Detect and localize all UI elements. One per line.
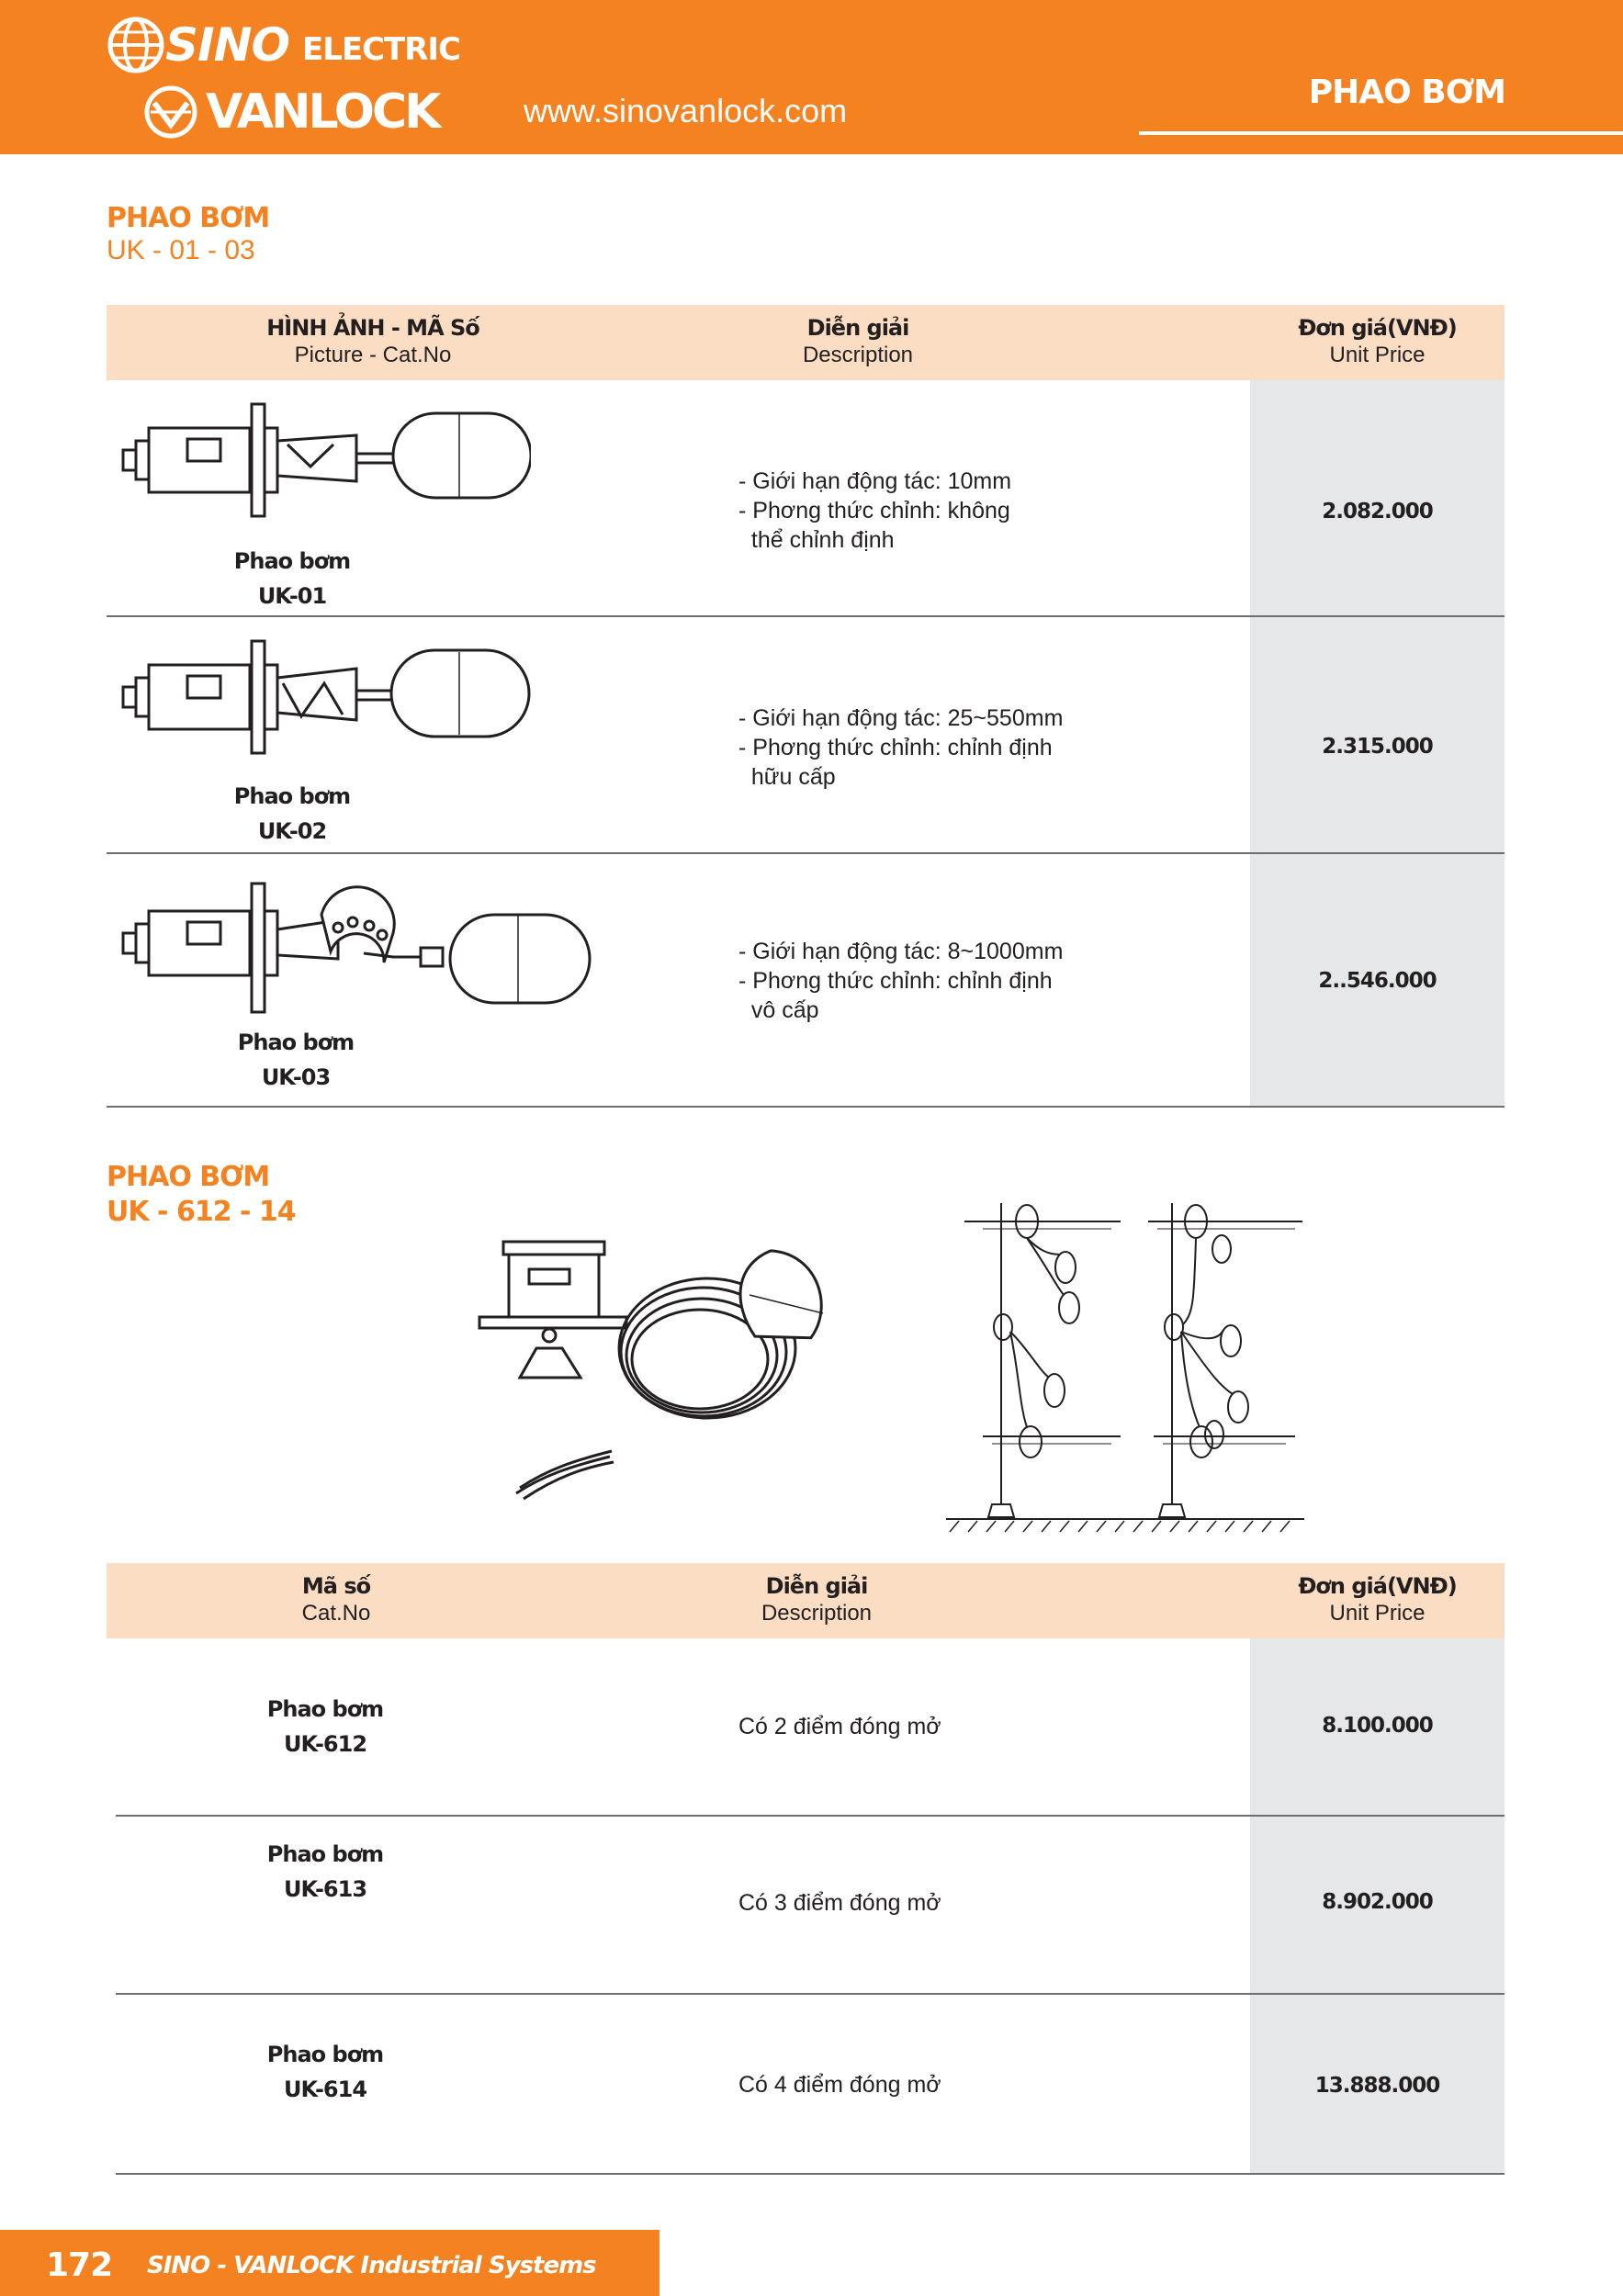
product-price-uk612: 8.100.000 bbox=[1322, 1714, 1433, 1738]
page-title: PHAO BƠM bbox=[1308, 73, 1505, 111]
product-cat-uk614: Phao bơm UK-614 bbox=[266, 2042, 384, 2102]
product-desc-uk613: Có 3 điểm đóng mở bbox=[738, 1890, 941, 1916]
float-switch-uk01-image bbox=[118, 395, 531, 542]
header-divider bbox=[1139, 131, 1623, 135]
product-desc-uk614: Có 4 điểm đóng mở bbox=[738, 2072, 941, 2098]
product-cat-uk03: Phao bơm UK-03 bbox=[237, 1030, 355, 1090]
col-description-header: Diễn giải Description bbox=[802, 315, 914, 367]
sino-electric-logo bbox=[107, 13, 460, 77]
footer-text: SINO - VANLOCK Industrial Systems bbox=[147, 2252, 596, 2279]
brand-vanlock: VANLOCK bbox=[206, 84, 439, 140]
cable-float-switch-image bbox=[474, 1231, 841, 1506]
product-desc-uk02: - Giới hạn động tác: 25~550mm - Phơng thức chỉnh: chỉnh định hữu cấp bbox=[738, 705, 1064, 790]
row-divider bbox=[116, 2173, 1505, 2175]
col-picture-header: HÌNH ẢNH - MÃ Số Picture - Cat.No bbox=[266, 315, 479, 367]
section1-table-header bbox=[107, 305, 1505, 380]
product-price-uk614: 13.888.000 bbox=[1314, 2074, 1440, 2098]
installation-diagram bbox=[946, 1194, 1313, 1543]
product-price-uk01: 2.082.000 bbox=[1322, 500, 1433, 523]
product-cat-uk613: Phao bơm UK-613 bbox=[266, 1841, 384, 1902]
section1-title: PHAO BƠM bbox=[107, 202, 270, 234]
product-cat-uk612: Phao bơm UK-612 bbox=[266, 1696, 384, 1757]
row-divider bbox=[107, 852, 1505, 854]
col-catno-header: Mã số Cat.No bbox=[301, 1573, 371, 1626]
section1-subtitle: UK - 01 - 03 bbox=[107, 235, 255, 265]
product-price-uk613: 8.902.000 bbox=[1322, 1890, 1433, 1914]
col-description-header: Diễn giải Description bbox=[761, 1573, 873, 1626]
globe-logo-icon bbox=[107, 16, 165, 74]
product-cat-uk02: Phao bơm UK-02 bbox=[233, 783, 351, 844]
col-price-header: Đơn giá(VNĐ) Unit Price bbox=[1298, 1573, 1457, 1626]
float-switch-uk02-image bbox=[118, 632, 531, 779]
page-number: 172 bbox=[46, 2246, 113, 2284]
section2-subtitle: UK - 612 - 14 bbox=[107, 1196, 296, 1228]
product-desc-uk01: - Giới hạn động tác: 10mm - Phơng thức chỉnh: không thể chỉnh định bbox=[738, 468, 1012, 553]
product-price-uk02: 2.315.000 bbox=[1322, 735, 1433, 759]
brand-electric: ELECTRIC bbox=[301, 31, 461, 68]
product-price-uk03: 2..546.000 bbox=[1318, 969, 1437, 993]
product-desc-uk612: Có 2 điểm đóng mở bbox=[738, 1714, 941, 1739]
col-price-header: Đơn giá(VNĐ) Unit Price bbox=[1298, 315, 1457, 367]
page-header bbox=[0, 0, 1623, 154]
brand-sino: SINO bbox=[165, 18, 289, 72]
row-divider bbox=[116, 1993, 1505, 1995]
row-divider bbox=[107, 1106, 1505, 1108]
website-url[interactable]: www.sinovanlock.com bbox=[524, 92, 848, 129]
vanlock-logo bbox=[143, 79, 438, 145]
vanlock-emblem-icon bbox=[143, 84, 198, 140]
row-divider bbox=[116, 1815, 1505, 1817]
section2-title: PHAO BƠM bbox=[107, 1161, 270, 1193]
section2-table-header bbox=[107, 1563, 1505, 1638]
row-divider bbox=[107, 615, 1505, 617]
product-cat-uk01: Phao bơm UK-01 bbox=[233, 548, 351, 609]
float-switch-uk03-image bbox=[118, 878, 595, 1025]
product-desc-uk03: - Giới hạn động tác: 8~1000mm - Phơng thức chỉnh: chỉnh định vô cấp bbox=[738, 939, 1064, 1023]
page-footer bbox=[0, 2230, 659, 2296]
